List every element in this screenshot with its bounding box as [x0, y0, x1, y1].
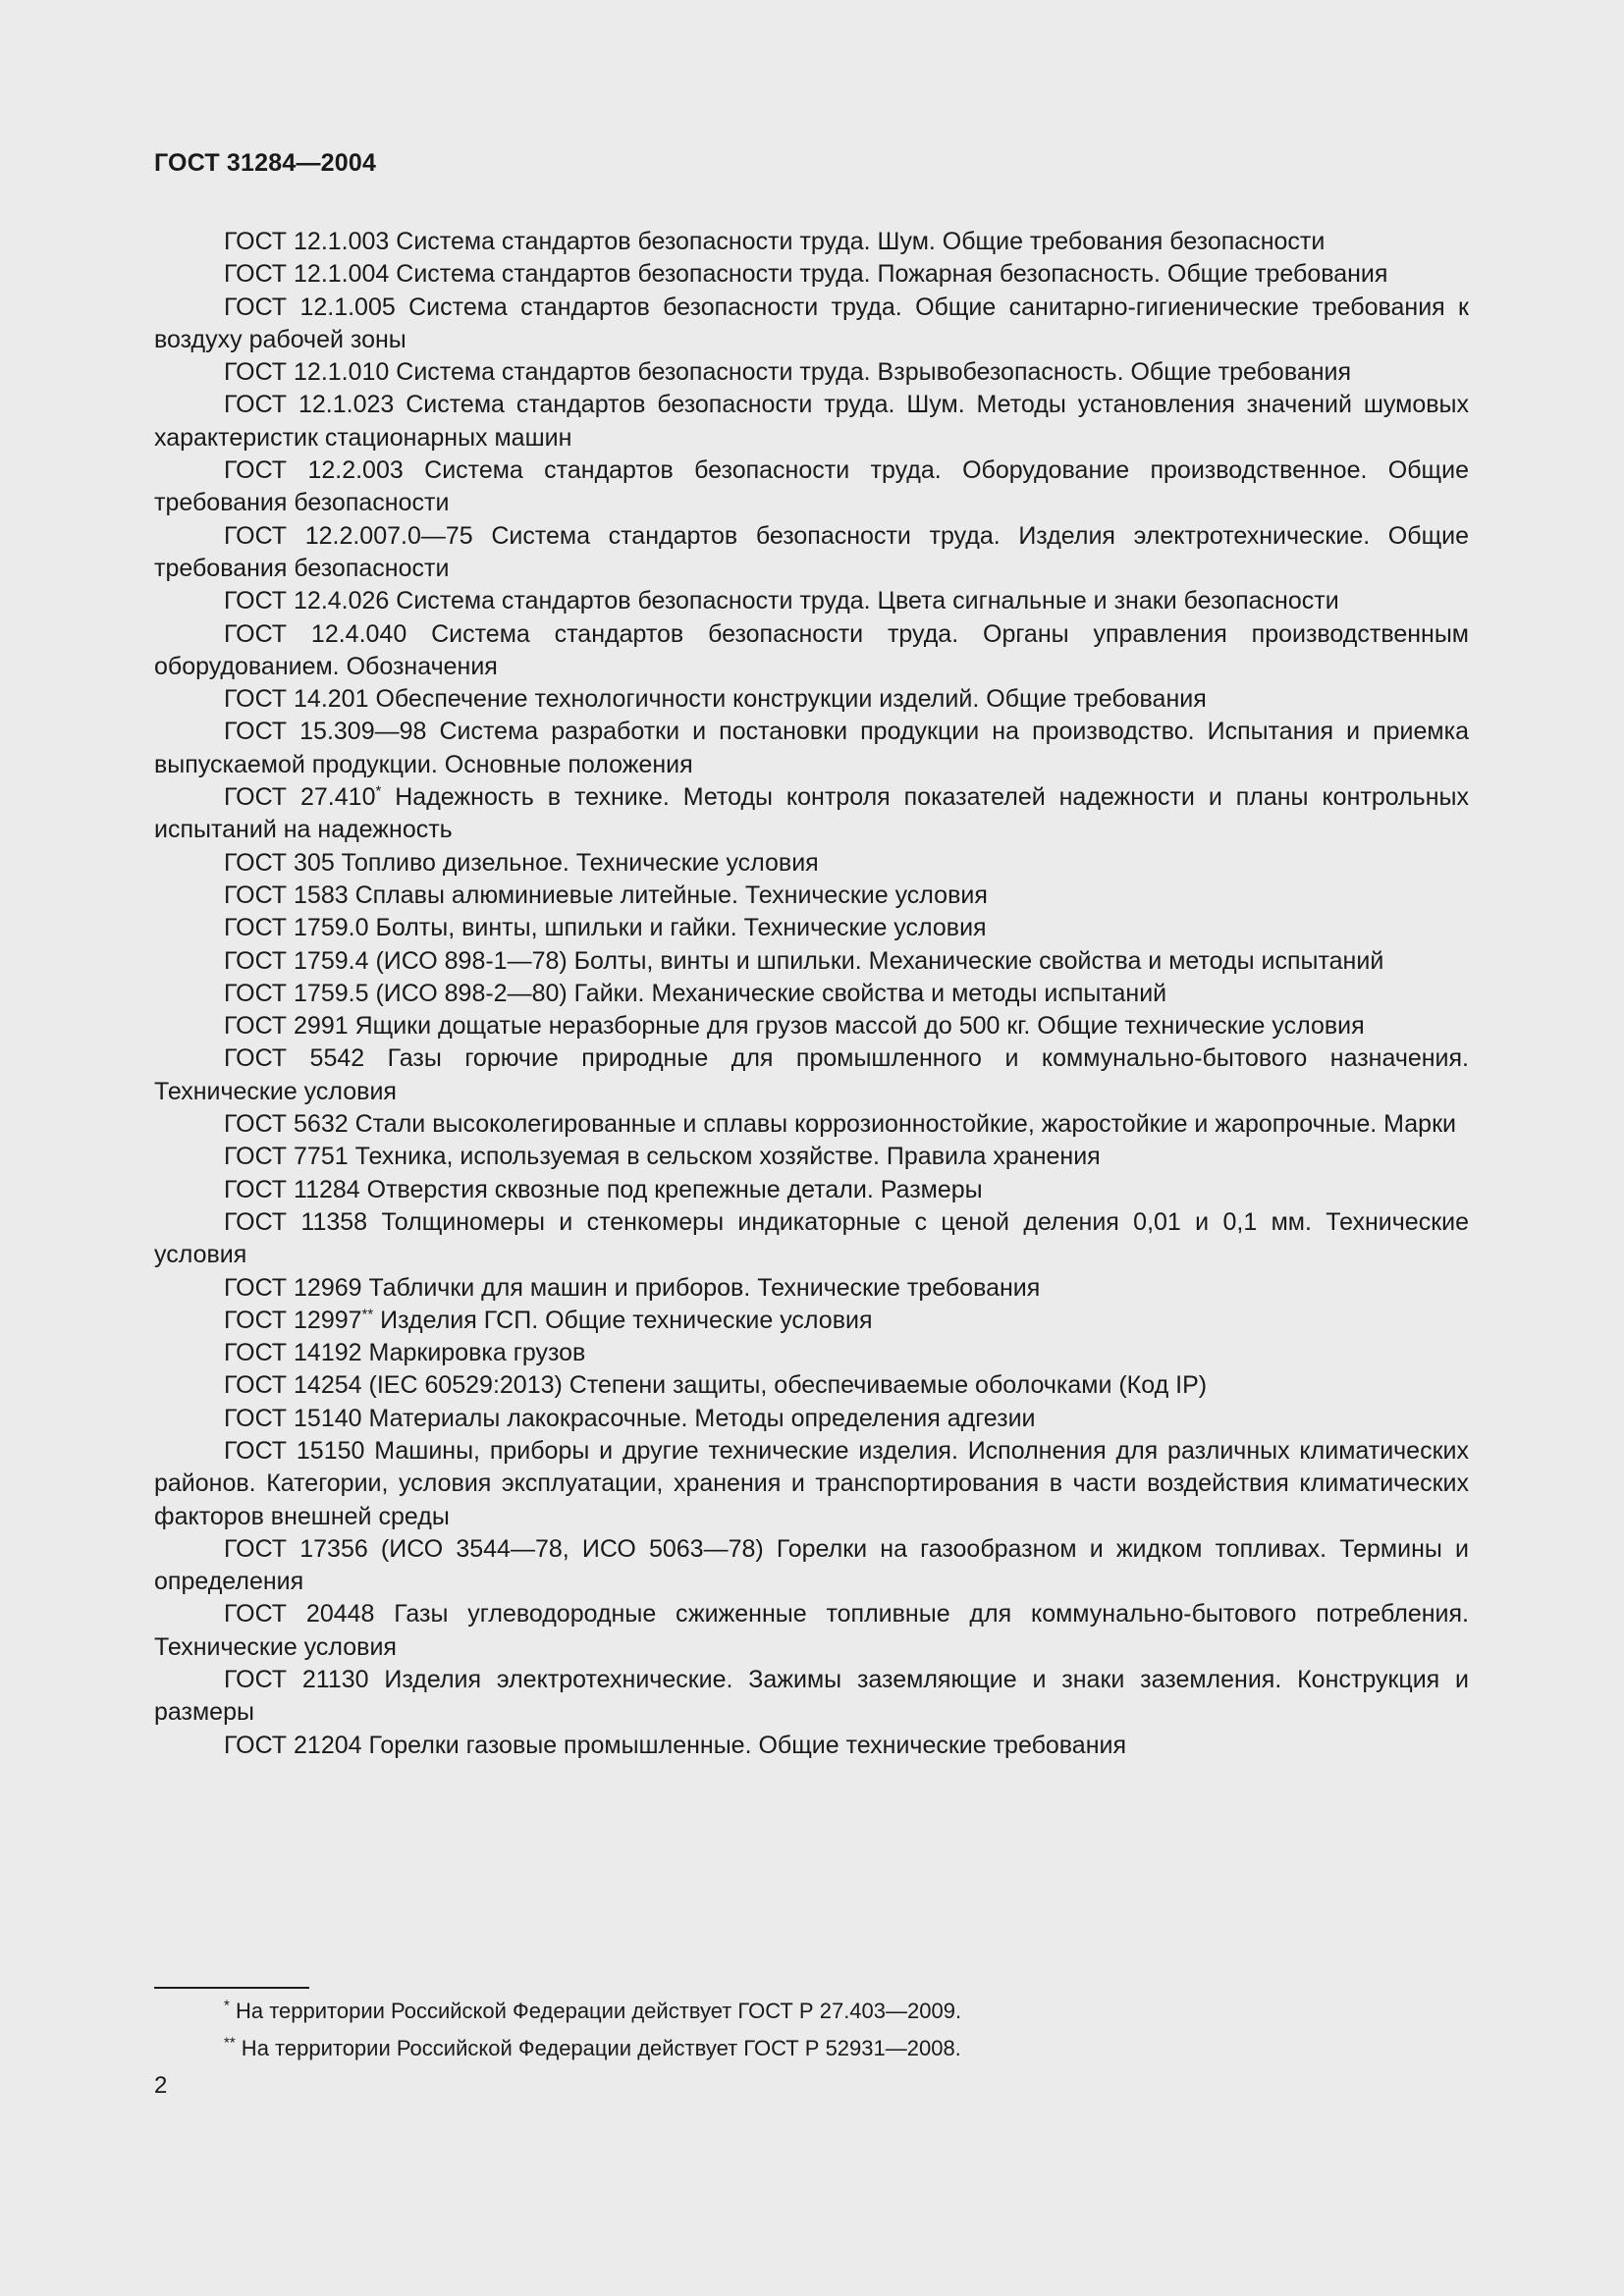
reference-item — [154, 1369, 1469, 1402]
reference-title: Система стандартов безопасности труда. Органы управления производственным оборудованием. Обозначения — [154, 619, 1469, 680]
page-number: 2 — [154, 2072, 168, 2099]
reference-title: Система стандартов безопасности труда. Пожарная безопасность. Общие требования — [389, 260, 1388, 289]
reference-item — [154, 880, 1469, 912]
footnote-text: На территории Российской Федерации действует ГОСТ Р 27.403—2009. — [229, 1999, 962, 2023]
reference-code: ГОСТ 15140 — [224, 1404, 362, 1432]
reference-item — [154, 1141, 1469, 1173]
reference-item — [154, 781, 1469, 847]
reference-item — [154, 1010, 1469, 1042]
reference-title: Надежность в технике. Методы контроля показателей надежности и планы контрольных испытаний на надежность — [154, 783, 1469, 844]
reference-code: ГОСТ 14254 — [224, 1371, 362, 1400]
reference-item — [154, 1664, 1469, 1730]
reference-title: Изделия электротехнические. Зажимы заземляющие и знаки заземления. Конструкция и размеры — [154, 1666, 1470, 1727]
reference-item — [154, 1337, 1469, 1369]
reference-title: Толщиномеры и стенкомеры индикаторные с ценой деления 0,01 и 0,1 мм. Технические условия — [154, 1207, 1469, 1269]
reference-item — [154, 454, 1469, 520]
reference-code: ГОСТ 21204 — [224, 1731, 362, 1759]
footnotes — [224, 1993, 961, 2067]
reference-code: ГОСТ 17356 — [224, 1534, 368, 1563]
reference-title: Топливо дизельное. Технические условия — [334, 848, 819, 877]
reference-title: Болты, винты, шпильки и гайки. Технические условия — [368, 914, 987, 942]
reference-code: ГОСТ 1583 — [224, 881, 349, 909]
reference-title: Горелки газовые промышленные. Общие технические требования — [361, 1731, 1127, 1759]
reference-code: ГОСТ 5632 — [224, 1110, 349, 1139]
reference-title: Материалы лакокрасочные. Методы определения адгезии — [361, 1404, 1036, 1432]
reference-item — [154, 1533, 1469, 1599]
reference-code: ГОСТ 11358 — [224, 1207, 368, 1236]
reference-title: Сплавы алюминиевые литейные. Технические условия — [348, 881, 988, 909]
reference-item — [154, 618, 1469, 684]
reference-code: ГОСТ 20448 — [224, 1600, 375, 1629]
reference-item — [154, 1108, 1469, 1141]
reference-title: (ИСО 3544—78, ИСО 5063—78) Горелки на газообразном и жидком топливах. Термины и определения — [154, 1534, 1469, 1596]
reference-item — [154, 1272, 1469, 1305]
reference-item — [154, 520, 1469, 586]
reference-title: Машины, приборы и другие технические изделия. Исполнения для различных климатических районов. Категории, условия эксплуатации, хранения и транспортирования в части воздействия климатических факторов внешней среды — [154, 1436, 1469, 1530]
footnote-marker: * — [224, 1997, 230, 2014]
reference-title: Система стандартов безопасности труда. Общие санитарно-гигиенические требования к воздуху рабочей зоны — [154, 293, 1469, 353]
reference-title: (ИСО 898-2—80) Гайки. Механические свойства и методы испытаний — [368, 979, 1167, 1007]
reference-item — [154, 1206, 1469, 1272]
footnote-item — [224, 2030, 961, 2067]
reference-title: Маркировка грузов — [361, 1339, 586, 1367]
reference-title: Система стандартов безопасности труда. Оборудование производственное. Общие требования безопасности — [154, 456, 1469, 517]
reference-item — [154, 1598, 1469, 1664]
reference-code: ГОСТ 27.410 — [224, 783, 376, 812]
footnote-divider — [154, 1987, 309, 1989]
reference-code: ГОСТ 12.4.040 — [224, 619, 407, 648]
reference-code: ГОСТ 15150 — [224, 1436, 365, 1465]
reference-title: Система стандартов безопасности труда. Изделия электротехнические. Общие требования безопасности — [154, 521, 1470, 582]
reference-title: Стали высоколегированные и сплавы коррозионностойкие, жаростойкие и жаропрочные. Марки — [348, 1110, 1456, 1139]
reference-title: Таблички для машин и приборов. Технические требования — [361, 1273, 1041, 1302]
reference-title: Отверстия сквозные под крепежные детали. Размеры — [359, 1175, 983, 1203]
reference-code: ГОСТ 15.309—98 — [224, 718, 427, 746]
reference-item — [154, 978, 1469, 1010]
reference-code: ГОСТ 14192 — [224, 1339, 362, 1367]
reference-item — [154, 585, 1469, 617]
reference-code: ГОСТ 305 — [224, 848, 335, 877]
reference-item — [154, 258, 1469, 291]
reference-item — [154, 1174, 1469, 1206]
document-header: ГОСТ 31284—2004 — [154, 149, 377, 177]
reference-item — [154, 716, 1469, 781]
reference-item — [154, 912, 1469, 944]
reference-code: ГОСТ 12.2.007.0—75 — [224, 521, 473, 550]
reference-code: ГОСТ 12.4.026 — [224, 587, 390, 615]
reference-title: Ящики дощатые неразборные для грузов массой до 500 кг. Общие технические условия — [348, 1012, 1365, 1041]
reference-title: Изделия ГСП. Общие технические условия — [373, 1306, 873, 1334]
reference-item — [154, 1305, 1469, 1337]
reference-title: Техника, используемая в сельском хозяйстве. Правила хранения — [348, 1143, 1101, 1171]
reference-code: ГОСТ 12.1.004 — [224, 260, 390, 289]
reference-item — [154, 847, 1469, 880]
reference-code: ГОСТ 12.1.005 — [224, 293, 396, 321]
reference-code: ГОСТ 12997 — [224, 1306, 362, 1334]
reference-item — [154, 945, 1469, 978]
footnote-marker: ** — [224, 2034, 236, 2052]
reference-code: ГОСТ 5542 — [224, 1044, 365, 1073]
reference-code: ГОСТ 12969 — [224, 1273, 362, 1302]
reference-code: ГОСТ 12.1.010 — [224, 358, 390, 387]
reference-title: (ИСО 898-1—78) Болты, винты и шпильки. Механические свойства и методы испытаний — [368, 946, 1384, 975]
reference-code: ГОСТ 14.201 — [224, 685, 369, 714]
reference-item — [154, 226, 1469, 258]
reference-title: Газы горючие природные для промышленного и коммунально-бытового назначения. Технические условия — [154, 1044, 1470, 1105]
reference-code: ГОСТ 12.1.003 — [224, 228, 390, 255]
normative-references-list — [154, 226, 1469, 1762]
reference-title: (IEC 60529:2013) Степени защиты, обеспечиваемые оболочками (Код IP) — [361, 1371, 1208, 1400]
reference-title: Система разработки и постановки продукции на производство. Испытания и приемка выпускаемой продукции. Основные положения — [154, 718, 1469, 778]
reference-item — [154, 356, 1469, 389]
reference-code: ГОСТ 2991 — [224, 1012, 349, 1041]
footnote-item — [224, 1993, 961, 2030]
reference-item — [154, 292, 1469, 357]
reference-code: ГОСТ 7751 — [224, 1143, 349, 1171]
reference-item — [154, 683, 1469, 716]
reference-code: ГОСТ 12.1.023 — [224, 391, 395, 419]
footnote-text: На территории Российской Федерации действует ГОСТ Р 52931—2008. — [235, 2036, 961, 2060]
reference-item — [154, 1403, 1469, 1435]
footnote-marker: * — [375, 782, 382, 800]
reference-code: ГОСТ 1759.4 — [224, 946, 369, 975]
reference-code: ГОСТ 1759.0 — [224, 914, 369, 942]
reference-item — [154, 389, 1469, 454]
reference-item — [154, 1435, 1469, 1533]
reference-code: ГОСТ 1759.5 — [224, 979, 369, 1007]
reference-title: Система стандартов безопасности труда. Цвета сигнальные и знаки безопасности — [389, 587, 1339, 615]
reference-title: Газы углеводородные сжиженные топливные для коммунально-бытового потребления. Технические условия — [154, 1600, 1469, 1661]
reference-code: ГОСТ 11284 — [224, 1175, 360, 1203]
reference-title: Обеспечение технологичности конструкции изделий. Общие требования — [368, 685, 1207, 714]
reference-title: Система стандартов безопасности труда. Шум. Общие требования безопасности — [389, 228, 1326, 255]
reference-item — [154, 1730, 1469, 1762]
reference-title: Система стандартов безопасности труда. Взрывобезопасность. Общие требования — [389, 358, 1352, 387]
reference-item — [154, 1042, 1469, 1108]
reference-title: Система стандартов безопасности труда. Шум. Методы установления значений шумовых характеристик стационарных машин — [154, 391, 1469, 452]
reference-code: ГОСТ 12.2.003 — [224, 456, 404, 485]
footnote-marker: ** — [361, 1306, 374, 1323]
reference-code: ГОСТ 21130 — [224, 1666, 369, 1694]
